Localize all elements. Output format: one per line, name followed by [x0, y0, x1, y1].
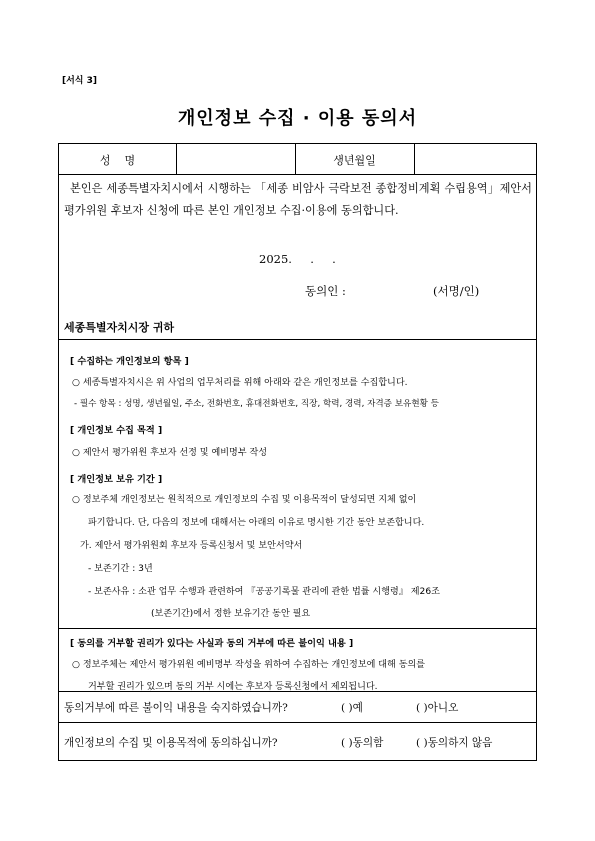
consent-agree-checkbox[interactable]: ( )동의함 [341, 737, 384, 749]
consent-statement: 본인은 세종특별자치시에서 시행하는 「세종 비암사 극락보전 종합정비계획 수립용역」제안서 평가위원 후보자 신청에 따른 본인 개인정보 수집·이용에 동의합니다. [64, 182, 532, 217]
retention-line-6: (보존기간)에서 정한 보유기간 동안 필요 [151, 609, 311, 619]
birth-date-label: 생년월일 [333, 154, 376, 167]
retention-line-3: 가. 제안서 평가위원회 후보자 등록신청서 및 보안서약서 [80, 541, 303, 551]
refusal-line-2: 거부할 권리가 있으며 동의 거부 시에는 후보자 등록신청에서 제외됩니다. [88, 682, 378, 692]
items-line-2: - 필수 항목 : 성명, 생년월일, 주소, 전화번호, 휴대전화번호, 직장, 학력, 경력, 자격증 보유현황 등 [74, 399, 439, 409]
divider [59, 691, 536, 692]
consent-form-table [58, 143, 537, 761]
name-label: 성 명 [99, 154, 136, 167]
divider [59, 628, 536, 629]
acknowledge-no-checkbox[interactable]: ( )아니오 [416, 702, 459, 714]
divider [176, 144, 177, 175]
divider [59, 339, 536, 340]
retention-line-2: 파기합니다. 단, 다음의 정보에 대해서는 아래의 이유로 명시한 기간 동안 보존합니다. [88, 518, 425, 528]
addressee: 세종특별자치시장 귀하 [64, 321, 175, 334]
purpose-line-1: ○ 제안서 평가위원 후보자 선정 및 예비명부 작성 [72, 448, 268, 458]
question-consent-text: 개인정보의 수집 및 이용목적에 동의하십니까? [64, 737, 278, 749]
signature-mark: (서명/인) [433, 284, 480, 298]
question-acknowledge-text: 동의거부에 따른 불이익 내용을 숙지하였습니까? [64, 702, 288, 714]
divider [59, 174, 536, 175]
document-title: 개인정보 수집 · 이용 동의서 [177, 108, 418, 129]
section-heading-items: [ 수집하는 개인정보의 항목 ] [70, 356, 189, 367]
form-label: [서식 3] [62, 76, 98, 86]
section-heading-refusal: [ 동의를 거부할 권리가 있다는 사실과 동의 거부에 따른 불이익 내용 ] [70, 638, 354, 649]
retention-line-4: - 보존기간 : 3년 [88, 564, 153, 574]
divider [414, 144, 415, 175]
consent-disagree-checkbox[interactable]: ( )동의하지 않음 [416, 737, 493, 749]
section-heading-retention: [ 개인정보 보유 기간 ] [70, 474, 163, 485]
divider [59, 722, 536, 723]
acknowledge-yes-checkbox[interactable]: ( )예 [341, 702, 363, 714]
signer-label: 동의인 : [305, 284, 346, 298]
retention-line-5: - 보존사유 : 소관 업무 수행과 관련하여 『공공기록물 관리에 관한 법률 시행령』 제26조 [88, 587, 440, 597]
section-heading-purpose: [ 개인정보 수집 목적 ] [70, 425, 163, 436]
date-line: 2025. . . [259, 252, 336, 266]
retention-line-1: ○ 정보주체 개인정보는 원칙적으로 개인정보의 수집 및 이용목적이 달성되면 지체 없이 [72, 495, 417, 505]
refusal-line-1: ○ 정보주체는 제안서 평가위원 예비명부 작성을 위하여 수집하는 개인정보에 대해 동의를 [72, 660, 426, 670]
items-line-1: ○ 세종특별자치시은 위 사업의 업무처리를 위해 아래와 같은 개인정보를 수집합니다. [72, 378, 408, 388]
